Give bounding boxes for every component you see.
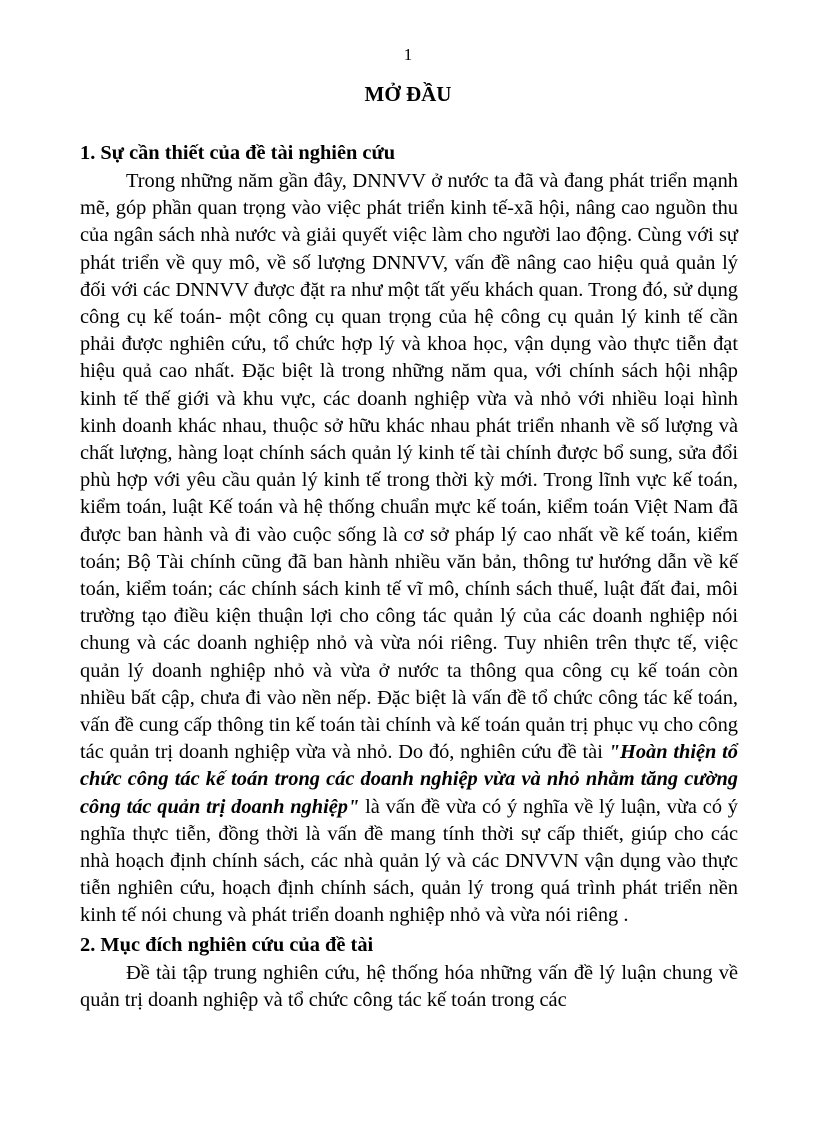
paragraph-text-before: Trong những năm gần đây, DNNVV ở nước ta đã và đang phát triển mạnh mẽ, góp phần quan trọng vào việc phát triển kinh tế-xã hội, nâng cao nguồn thu của ngân sách nhà nước và giải quyết việc làm cho người lao động. Cùng với sự phát triển về quy mô, về số lượng DNNVV, vấn đề nâng cao hiệu quả quản lý đối với các DNNVV được đặt ra như một tất yếu khách quan. Trong đó, sử dụng công cụ kế toán- một công cụ quan trọng của hệ công cụ quản lý kinh tế cần phải được nghiên cứu, tổ chức hợp lý và khoa học, vận dụng vào thực tiễn đạt hiệu quả cao nhất. Đặc biệt là trong những năm qua, với chính sách hội nhập kinh tế thế giới và khu vực, các doanh nghiệp vừa và nhỏ với nhiều loại hình kinh doanh khác nhau, thuộc sở hữu khác nhau phát triển nhanh về số lượng và chất lượng, hàng loạt chính sách quản lý kinh tế tài chính được bổ sung, sửa đổi phù hợp với yêu cầu quản lý kinh tế trong thời kỳ mới. Trong lĩnh vực kế toán, kiểm toán, luật Kế toán và hệ thống chuẩn mực kế toán, kiểm toán Việt Nam đã được ban hành và đi vào cuộc sống là cơ sở pháp lý cao nhất về kế toán, kiểm toán; Bộ Tài chính cũng đã ban hành nhiều văn bản, thông tư hướng dẫn về kế toán, kiểm toán; các chính sách kinh tế vĩ mô, chính sách thuế, luật đất đai, môi trường tạo điều kiện thuận lợi cho công tác quản lý của các doanh nghiệp nói chung và các doanh nghiệp nhỏ và vừa nói riêng. Tuy nhiên trên thực tế, việc quản lý doanh nghiệp nhỏ và vừa ở nước ta thông qua công cụ kế toán còn nhiều bất cập, chưa đi vào nền nếp. Đặc biệt là vấn đề tổ chức công tác kế toán, vấn đề cung cấp thông tin kế toán tài chính và kế toán quản trị phục vụ cho công tác quản trị doanh nghiệp vừa và nhỏ. Do đó, nghiên cứu đề tài [80,170,738,764]
section-2-paragraph: Đề tài tập trung nghiên cứu, hệ thống hóa những vấn đề lý luận chung về quản trị doanh nghiệp và tổ chức công tác kế toán trong các [80,961,738,1011]
section-heading-1: 1. Sự cần thiết của đề tài nghiên cứu [80,142,396,164]
thesis-title-emphasis: "Hoàn thiện tổ chức công tác kế toán trong các doanh nghiệp vừa và nhỏ nhằm tăng cường công tác quản trị doanh nghiệp" [80,741,739,818]
page-title: MỞ ĐẦU [364,82,452,106]
paragraph-text-after: là vấn đề vừa có ý nghĩa về lý luận, vừa có ý nghĩa thực tiễn, đồng thời là vấn đề mang tính thời sự cấp thiết, giúp cho các nhà hoạch định chính sách, các nhà quản lý và các DNVVN vận dụng vào thực tiễn nghiên cứu, hoạch định chính sách, quản lý trong quá trình phát triển nền kinh tế nói chung và phát triển doanh nghiệp nhỏ và vừa nói riêng . [80,795,738,927]
page-number: 1 [403,45,413,64]
section-heading-2: 2. Mục đích nghiên cứu của đề tài [80,933,374,956]
document-body [80,138,738,1014]
section-1-paragraph [80,168,738,930]
